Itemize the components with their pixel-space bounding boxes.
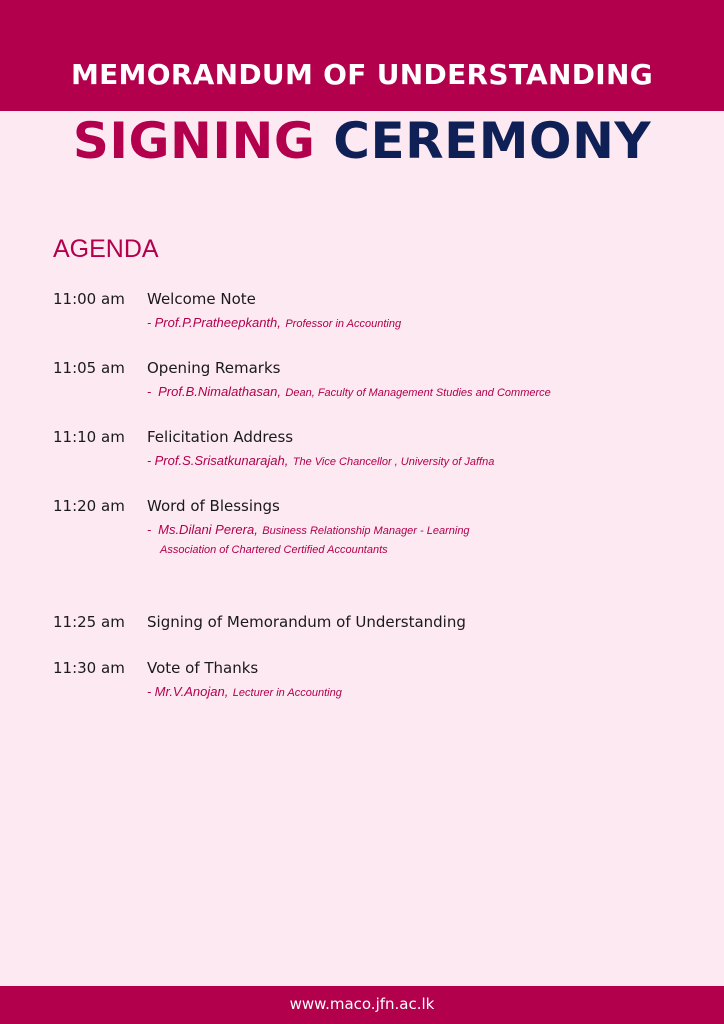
- speaker-name: Mr.V.Anojan,: [154, 684, 229, 699]
- agenda-time: 11:10 am: [53, 428, 125, 446]
- agenda-time: 11:00 am: [53, 290, 125, 308]
- speaker-dash: -: [147, 454, 155, 468]
- title-word-signing: SIGNING: [72, 112, 316, 170]
- speaker-dash: -: [147, 316, 155, 330]
- agenda-title: Welcome Note: [147, 290, 256, 308]
- header-banner: [0, 0, 724, 111]
- speaker-name: Prof.B.Nimalathasan,: [158, 384, 281, 399]
- agenda-speaker: [147, 452, 494, 470]
- speaker-dash: -: [147, 523, 159, 537]
- speaker-organization: Association of Chartered Certified Accountants: [160, 544, 388, 556]
- speaker-dash: -: [147, 685, 155, 699]
- speaker-dash: -: [147, 385, 159, 399]
- footer-url[interactable]: www.maco.jfn.ac.lk: [289, 995, 435, 1013]
- agenda-time: 11:05 am: [53, 359, 125, 377]
- agenda-title: Vote of Thanks: [147, 659, 259, 677]
- speaker-name: Prof.P.Pratheepkanth,: [154, 315, 281, 330]
- agenda-title: Felicitation Address: [147, 428, 294, 446]
- agenda-speaker: [147, 314, 401, 332]
- agenda-time: 11:25 am: [53, 613, 125, 631]
- speaker-role: Lecturer in Accounting: [232, 687, 342, 699]
- header-title-line1: MEMORANDUM OF UNDERSTANDING: [70, 58, 654, 91]
- speaker-role: Dean, Faculty of Management Studies and Commerce: [285, 387, 551, 399]
- agenda-speaker: [147, 683, 342, 701]
- agenda-title: Word of Blessings: [147, 497, 280, 515]
- speaker-role: Business Relationship Manager - Learning: [262, 525, 470, 537]
- agenda-time: 11:20 am: [53, 497, 125, 515]
- speaker-name: Prof.S.Srisatkunarajah,: [154, 453, 289, 468]
- agenda-title: Opening Remarks: [147, 359, 281, 377]
- speaker-role: The Vice Chancellor , University of Jaffna: [292, 456, 495, 468]
- speaker-name: Ms.Dilani Perera,: [158, 522, 258, 537]
- agenda-speaker: [147, 521, 470, 539]
- agenda-speaker: [147, 383, 551, 401]
- agenda-time: 11:30 am: [53, 659, 125, 677]
- header-title-line2: [0, 112, 724, 170]
- speaker-role: Professor in Accounting: [285, 318, 402, 330]
- agenda-title: Signing of Memorandum of Understanding: [147, 613, 466, 631]
- agenda-heading: AGENDA: [53, 235, 159, 263]
- footer-banner: [0, 986, 724, 1024]
- title-word-ceremony: CEREMONY: [333, 112, 652, 170]
